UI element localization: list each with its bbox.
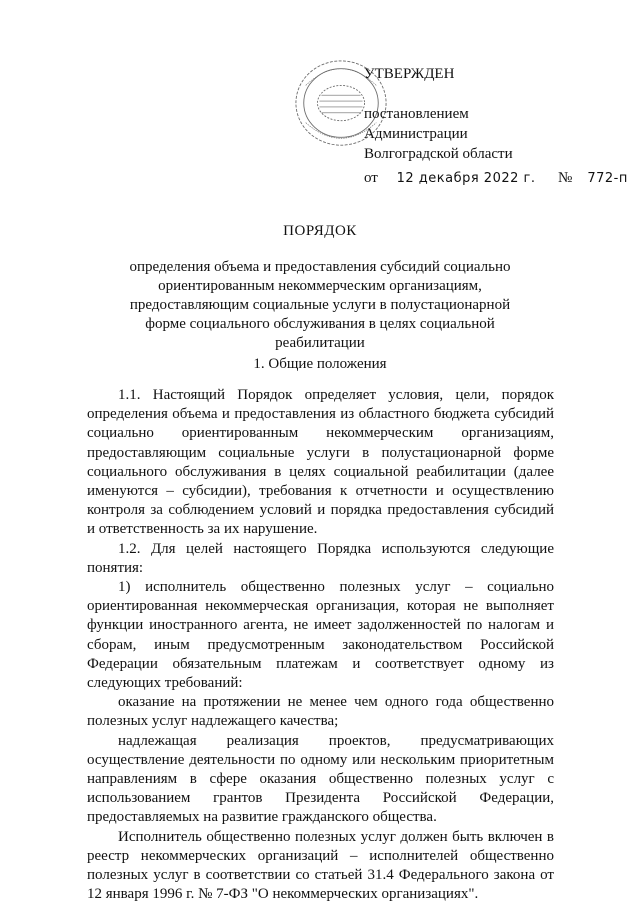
paragraph: Исполнитель общественно полезных услуг должен быть включен в реестр некоммерческих организаций – исполнителей общественно полезных услуг в соответствии со статьей 31.4 Федерального закона от 12 января 1996 г. № 7-ФЗ "О некоммерческих организациях". <box>87 828 554 903</box>
approval-heading: УТВЕРЖДЕН <box>364 66 455 82</box>
section-heading: 1. Общие положения <box>253 356 387 372</box>
paragraph: 1) исполнитель общественно полезных услуг – социально ориентированная некоммерческая организация, которая не выполняет функции иностранного агента, не имеет задолженностей по налогам и сборам, иным предусмотренным законодательством Российской Федерации обязательным платежам и соответствует одному из следующих требований: <box>87 579 554 692</box>
approval-region: Волгоградской области <box>364 146 513 162</box>
resolution-date-line <box>364 170 628 187</box>
approval-resolution: постановлением <box>364 106 469 122</box>
paragraph: оказание на протяжении не менее чем одного года общественно полезных услуг надлежащего качества; <box>87 694 554 730</box>
document-body <box>87 386 554 904</box>
paragraph: 1.2. Для целей настоящего Порядка используются следующие понятия: <box>87 540 554 576</box>
paragraph: надлежащая реализация проектов, предусматривающих осуществление деятельности по одному или нескольким приоритетным направлениям в сфере оказания общественно полезных услуг с использованием грантов Президента Российской Федерации, предоставляемых на развитие гражданского общества. <box>87 732 554 826</box>
resolution-number: 772-п <box>587 171 628 186</box>
document-subtitle: определения объема и предоставления субсидий социально ориентированным некоммерческим организациям, предоставляющим социальные услуги в полустационарной форме социального обслуживания в целях социальной реабилитации <box>129 259 511 351</box>
document-title: ПОРЯДОК <box>283 223 357 239</box>
approval-administration: Администрации <box>364 126 468 142</box>
paragraph: 1.1. Настоящий Порядок определяет условия, цели, порядок определения объема и предоставления из областного бюджета субсидий социально ориентированным некоммерческим организациям, предоставляющим социальные услуги в полустационарной форме социального обслуживания в целях социальной реабилитации (далее именуются – субсидии), требования к отчетности и осуществлению контроля за соблюдением условий и порядка предоставления субсидий и ответственность за их нарушение. <box>87 387 554 538</box>
resolution-date: 12 декабря 2022 г. <box>396 171 536 186</box>
approval-block <box>364 64 513 164</box>
date-prefix: от <box>364 170 378 186</box>
number-sign: № <box>558 170 573 186</box>
